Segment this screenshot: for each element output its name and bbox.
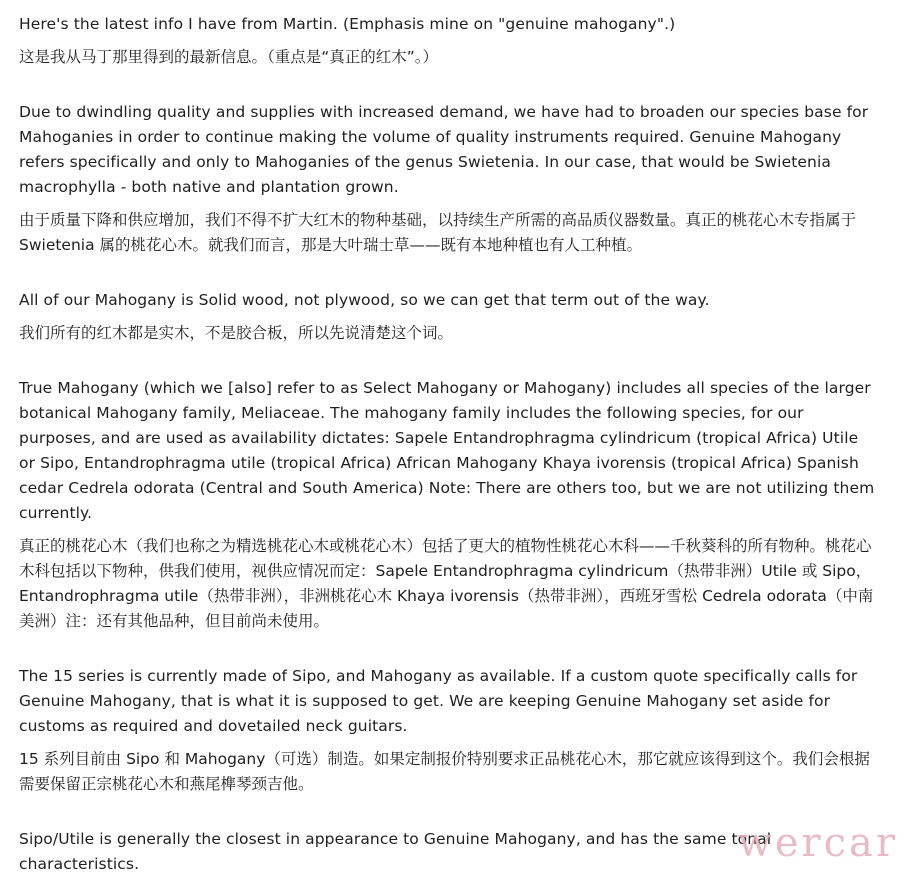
- paragraph-block-3: [19, 288, 879, 346]
- paragraph-chinese: 我们所有的红木都是实木，不是胶合板，所以先说清楚这个词。: [19, 324, 454, 342]
- paragraph-block-4: [19, 376, 879, 634]
- paragraph-chinese: 这是我从马丁那里得到的最新信息。（重点是“真正的红木”。）: [19, 48, 439, 66]
- paragraph-block-1: [19, 12, 879, 70]
- paragraph-block-5: [19, 664, 879, 797]
- paragraph-english: All of our Mahogany is Solid wood, not plywood, so we can get that term out of the way.: [19, 291, 710, 309]
- paragraph-chinese: 真正的桃花心木（我们也称之为精选桃花心木或桃花心木）包括了更大的植物性桃花心木科——千秋葵科的所有物种。桃花心木科包括以下物种，供我们使用，视供应情况而定：Sapele Entandrophragma cylindricum（热带非洲）Utile 或 Sipo，Entandrophragma utile（热带非洲），非洲桃花心木 Khaya ivorensis（热带非洲），西班牙雪松 Cedrela odorata（中南美洲）注：还有其他品种，但目前尚未使用。: [19, 537, 874, 630]
- document-body: [19, 12, 879, 877]
- paragraph-english: Here's the latest info I have from Martin. (Emphasis mine on "genuine mahogany".): [19, 15, 676, 33]
- watermark-logo: wercar: [737, 820, 898, 866]
- paragraph-english: The 15 series is currently made of Sipo, and Mahogany as available. If a custom quote specifically calls for Genuine Mahogany, that is what it is supposed to get. We are keeping Genuine Mahogany set aside for customs as required and dovetailed neck guitars.: [19, 667, 858, 735]
- paragraph-chinese: 由于质量下降和供应增加，我们不得不扩大红木的物种基础，以持续生产所需的高品质仪器数量。真正的桃花心木专指属于 Swietenia 属的桃花心木。就我们而言，那是大叶瑞士草——既有本地种植也有人工种植。: [19, 211, 857, 254]
- paragraph-english: Due to dwindling quality and supplies with increased demand, we have had to broaden our species base for Mahoganies in order to continue making the volume of quality instruments required. Genuine Mahogany refers specifically and only to Mahoganies of the genus Swietenia. In our case, that would be Swietenia macrophylla - both native and plantation grown.: [19, 103, 869, 196]
- paragraph-chinese: 15 系列目前由 Sipo 和 Mahogany（可选）制造。如果定制报价特别要求正品桃花心木，那它就应该得到这个。我们会根据需要保留正宗桃花心木和燕尾榫琴颈吉他。: [19, 750, 870, 793]
- paragraph-english: True Mahogany (which we [also] refer to as Select Mahogany or Mahogany) includes all species of the larger botanical Mahogany family, Meliaceae. The mahogany family includes the following species, for our purposes, and are used as availability dictates: Sapele Entandrophragma cylindricum (tropical Africa) Utile or Sipo, Entandrophragma utile (tropical Africa) African Mahogany Khaya ivorensis (tropical Africa) Spanish cedar Cedrela odorata (Central and South America) Note: There are others too, but we are not utilizing them currently.: [19, 379, 875, 522]
- paragraph-block-2: [19, 100, 879, 258]
- paragraph-english: Sipo/Utile is generally the closest in appearance to Genuine Mahogany, and has the same tonal characteristics.: [19, 830, 772, 873]
